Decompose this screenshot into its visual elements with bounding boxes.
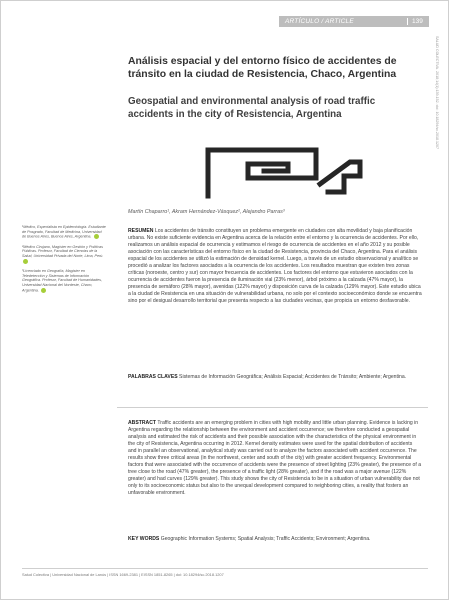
page-number: 139 [412,18,423,25]
keywords-spanish [128,374,422,381]
keywords-english [128,536,422,543]
abstract-label: ABSTRACT [128,420,157,426]
affiliation-1 [22,225,106,240]
vertical-citation-text: SALUD COLECTIVA. 2018;14(1):139-152. doi: 10.18294/sc.2018.1207 [435,36,439,150]
abstract-text: Los accidentes de tránsito constituyen un problema emergente en ciudades con alta movilidad y baja planificación urbana. No existe suficiente evidencia en Argentina acerca de la relación entre el entorno y la ocurrencia de accidentes. Por ello, realizamos un análisis espacial de ocurrencia y estimamos el riesgo de ocurrencia de accidentes en el año 2012 y su posible asociación con las características del entorno físico en la ciudad de Resistencia, provincia del Chaco, Argentina. Para el análisis espacial de los accidentes se utilizó la estimación de densidad kernel. Luego, a través de un estudio observacional y analítico se procedió a analizar los factores asociados a la ocurrencia de los accidentes. Los resultados muestran que existen tres zonas críticas (noroeste, centro y sur) con mayor frecuencia de accidentes. Los factores del entorno que estuvieron asociados con la ocurrencia de accidentes fueron la presencia de iluminación vial (23% menor), árbol próximo a la calzada (47% mayor), la presencia de semáforo (28% mayor), avenidas (122% mayor) y disposición curva de la calzada (129% mayor). Este estudio ubica a la ciudad de Resistencia en una situación de vulnerabilidad urbana, no solo por el contexto socioeconómico donde se encuentra sino por el desigual desarrollo territorial que presenta respecto a las ciudades vecinas, que propicia un entorno desfavorable. [128,228,422,305]
decorative-spiral-figure [200,144,365,204]
orcid-icon[interactable] [23,259,28,264]
spiral-outline [208,150,316,196]
header-divider [407,18,408,25]
abstract-spanish [128,228,422,306]
footer-divider [22,568,428,569]
vertical-citation [432,36,440,214]
affiliation-text: ¹Médico, Especialista en Epidemiología. Estudiante de Posgrado, Facultad de Medicina, Universidad de Buenos Aires, Buenos Aires, Argentina. [22,225,106,239]
orcid-icon[interactable] [94,234,99,239]
affiliation-2 [22,245,106,264]
affiliation-text: ²Médico Cirujano, Magíster en Gestión y Políticas Públicas. Profesor, Facultad de Ciencias de la Salud, Universidad Privada del Norte, Lima, Perú. [22,244,104,258]
affiliation-3 [22,269,106,293]
section-divider [117,407,428,408]
arrow-shape [320,162,360,192]
abstract-label: RESUMEN [128,228,154,234]
authors-line: Martín Chaparro¹, Akram Hernández-Vásquez², Alejandro Parras³ [128,209,285,215]
abstract-english [128,420,422,498]
keywords-text: Sistemas de Información Geográfica; Análisis Espacial; Accidentes de Tránsito; Ambiente; Argentina. [179,374,407,380]
title-spanish: Análisis espacial y del entorno físico de accidentes de tránsito en la ciudad de Resistencia, Chaco, Argentina [128,56,397,80]
footer-journal-info: Salud Colectiva | Universidad Nacional de Lanús | ISSN 1669-2381 | EISSN 1851-8265 | doi: 10.18294/sc.2018.1207 [22,572,224,577]
keywords-text: Geographic Information Systems; Spatial Analysis; Traffic Accidents; Environment; Argentina. [160,536,371,542]
abstract-text: Traffic accidents are an emerging problem in cities with high mobility and little urban planning. Evidence is lacking in Argentina regarding the relationship between the environment and accident occurrence; we therefore conducted a geospatial analysis and estimated the risk of accidents and their possible association with the characteristics of the physical environment in the city of Resistencia, Argentina occurring in 2012. Kernel density estimates were used for the spatial distribution of accidents and in parallel an observational, analytical study was carried out to analyze the factors associated with accident occurrence. The results show three critical areas (in the northwest, center and south of the city) with greater accident frequency. Environmental factors that were associated with the occurrence of accidents were the presence of street lighting (23% greater), the presence of a tree close to the road (47% greater), the presence of a traffic light (28% greater), and if the road was a major avenue (122% greater) and had curves (129% greater). This study shows the city of Resistencia to be in a situation of urban vulnerability due not only to its socioeconomic status but also to the unequal development compared to neighboring cities, a reality that fosters an unfavorable environment. [128,420,422,497]
section-header-bar [279,16,429,27]
section-label: ARTÍCULO / ARTICLE [285,18,354,25]
affiliations [22,225,106,298]
orcid-icon[interactable] [41,288,46,293]
keywords-label: PALABRAS CLAVES [128,374,178,380]
affiliation-text: ³Licenciado en Geografía, Magíster en Teledetección y Sistemas de Información Geográfica. Profesor, Facultad de Humanidades, Universidad Nacional del Nordeste, Chaco, Argentina. [22,268,102,293]
keywords-label: KEY WORDS [128,536,160,542]
title-english: Geospatial and environmental analysis of road traffic accidents in the city of Resistencia, Argentina [128,96,376,120]
